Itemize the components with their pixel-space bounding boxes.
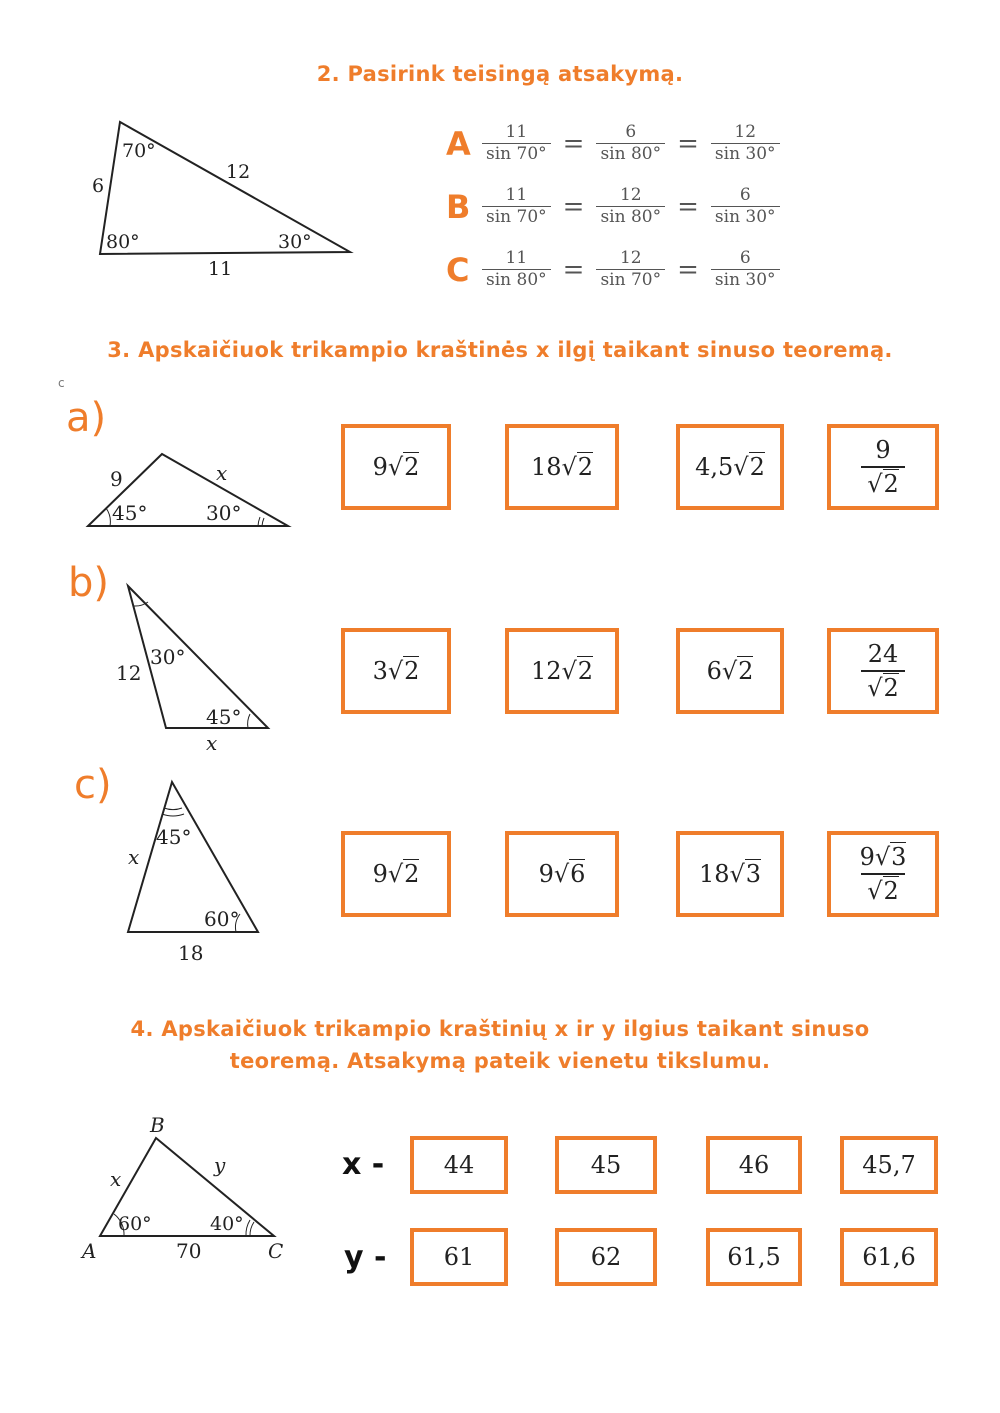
svg-text:70: 70: [176, 1239, 202, 1263]
task2-side-top: 12: [226, 161, 251, 183]
task2-angle-right: 30°: [278, 231, 312, 253]
svg-text:B: B: [150, 1113, 165, 1137]
svg-text:x: x: [128, 845, 140, 869]
answer-b-3[interactable]: 6√2: [676, 628, 784, 714]
svg-text:45°: 45°: [112, 501, 148, 525]
answer-a-1[interactable]: 9√2: [341, 424, 451, 510]
svg-text:12: 12: [116, 661, 142, 685]
answer-b-4[interactable]: $\frac{24}{√2}$: [827, 628, 939, 714]
x-option-2[interactable]: 45: [555, 1136, 657, 1194]
option-letter: A: [446, 124, 471, 163]
y-option-3[interactable]: 61,5: [706, 1228, 802, 1286]
part-c-label: c): [74, 762, 112, 808]
task2-triangle-figure: [90, 112, 360, 282]
answer-c-3[interactable]: 18√3: [676, 831, 784, 917]
task2-option-a[interactable]: A $\frac{11}{\sin 70^\circ}$ = $\frac{6}{\sin 80^\circ}$ = $\frac{12}{\sin 30^\circ}$: [446, 124, 780, 163]
svg-text:y: y: [214, 1153, 226, 1177]
option-letter: C: [446, 250, 470, 289]
task2-heading: 2. Pasirink teisingą atsakymą.: [316, 62, 684, 86]
task4-heading-line1: 4. Apskaičiuok trikampio kraštinių x ir y ilgius taikant sinuso: [130, 1017, 870, 1041]
svg-text:x: x: [110, 1167, 122, 1191]
x-option-4[interactable]: 45,7: [840, 1136, 938, 1194]
svg-text:C: C: [268, 1239, 284, 1263]
svg-text:A: A: [82, 1239, 97, 1263]
answer-b-2[interactable]: 12√2: [505, 628, 619, 714]
svg-text:40°: 40°: [210, 1213, 244, 1235]
task2-option-c[interactable]: C $\frac{11}{\sin 80^\circ}$ = $\frac{12}{\sin 70^\circ}$ = $\frac{6}{\sin 30^\circ}$: [446, 250, 780, 289]
x-option-3[interactable]: 46: [706, 1136, 802, 1194]
answer-a-2[interactable]: 18√2: [505, 424, 619, 510]
task4-heading-line2: teoremą. Atsakymą pateik vienetu tikslumu.: [229, 1049, 771, 1073]
svg-text:60°: 60°: [118, 1213, 152, 1235]
task2-angle-left: 80°: [106, 231, 140, 253]
svg-text:30°: 30°: [206, 501, 242, 525]
svg-text:60°: 60°: [204, 907, 240, 931]
svg-text:18: 18: [178, 941, 204, 965]
part-b-triangle-figure: [110, 584, 280, 754]
part-c-triangle-figure: [118, 776, 278, 970]
part-b-label: b): [68, 560, 109, 606]
svg-text:9: 9: [110, 467, 123, 491]
svg-text:45°: 45°: [206, 705, 242, 729]
svg-text:30°: 30°: [150, 645, 186, 669]
task2-side-bottom: 11: [208, 258, 233, 280]
option-letter: B: [446, 187, 471, 226]
y-option-2[interactable]: 62: [555, 1228, 657, 1286]
task3-heading: 3. Apskaičiuok trikampio kraštinės x ilgį taikant sinuso teoremą.: [107, 338, 893, 362]
svg-text:x: x: [206, 731, 218, 755]
answer-c-2[interactable]: 9√6: [505, 831, 619, 917]
task2-option-b[interactable]: B $\frac{11}{\sin 70^\circ}$ = $\frac{12}{\sin 80^\circ}$ = $\frac{6}{\sin 30^\circ}$: [446, 187, 780, 226]
y-row-label: y -: [344, 1240, 387, 1275]
part-a-triangle-figure: [84, 452, 294, 532]
answer-a-3[interactable]: 4,5√2: [676, 424, 784, 510]
x-option-1[interactable]: 44: [410, 1136, 508, 1194]
svg-text:x: x: [216, 461, 228, 485]
x-row-label: x -: [342, 1147, 385, 1182]
task2-angle-top: 70°: [122, 140, 156, 162]
y-option-4[interactable]: 61,6: [840, 1228, 938, 1286]
answer-a-4[interactable]: $\frac{9}{√2}$: [827, 424, 939, 510]
part-a-label: a): [66, 395, 107, 441]
task2-side-left: 6: [92, 175, 105, 197]
answer-b-1[interactable]: 3√2: [341, 628, 451, 714]
svg-text:45°: 45°: [156, 825, 192, 849]
y-option-1[interactable]: 61: [410, 1228, 508, 1286]
stray-mark: c: [58, 376, 65, 390]
answer-c-4[interactable]: $\frac{9√3}{√2}$: [827, 831, 939, 917]
answer-c-1[interactable]: 9√2: [341, 831, 451, 917]
task4-triangle-figure: [80, 1110, 300, 1270]
